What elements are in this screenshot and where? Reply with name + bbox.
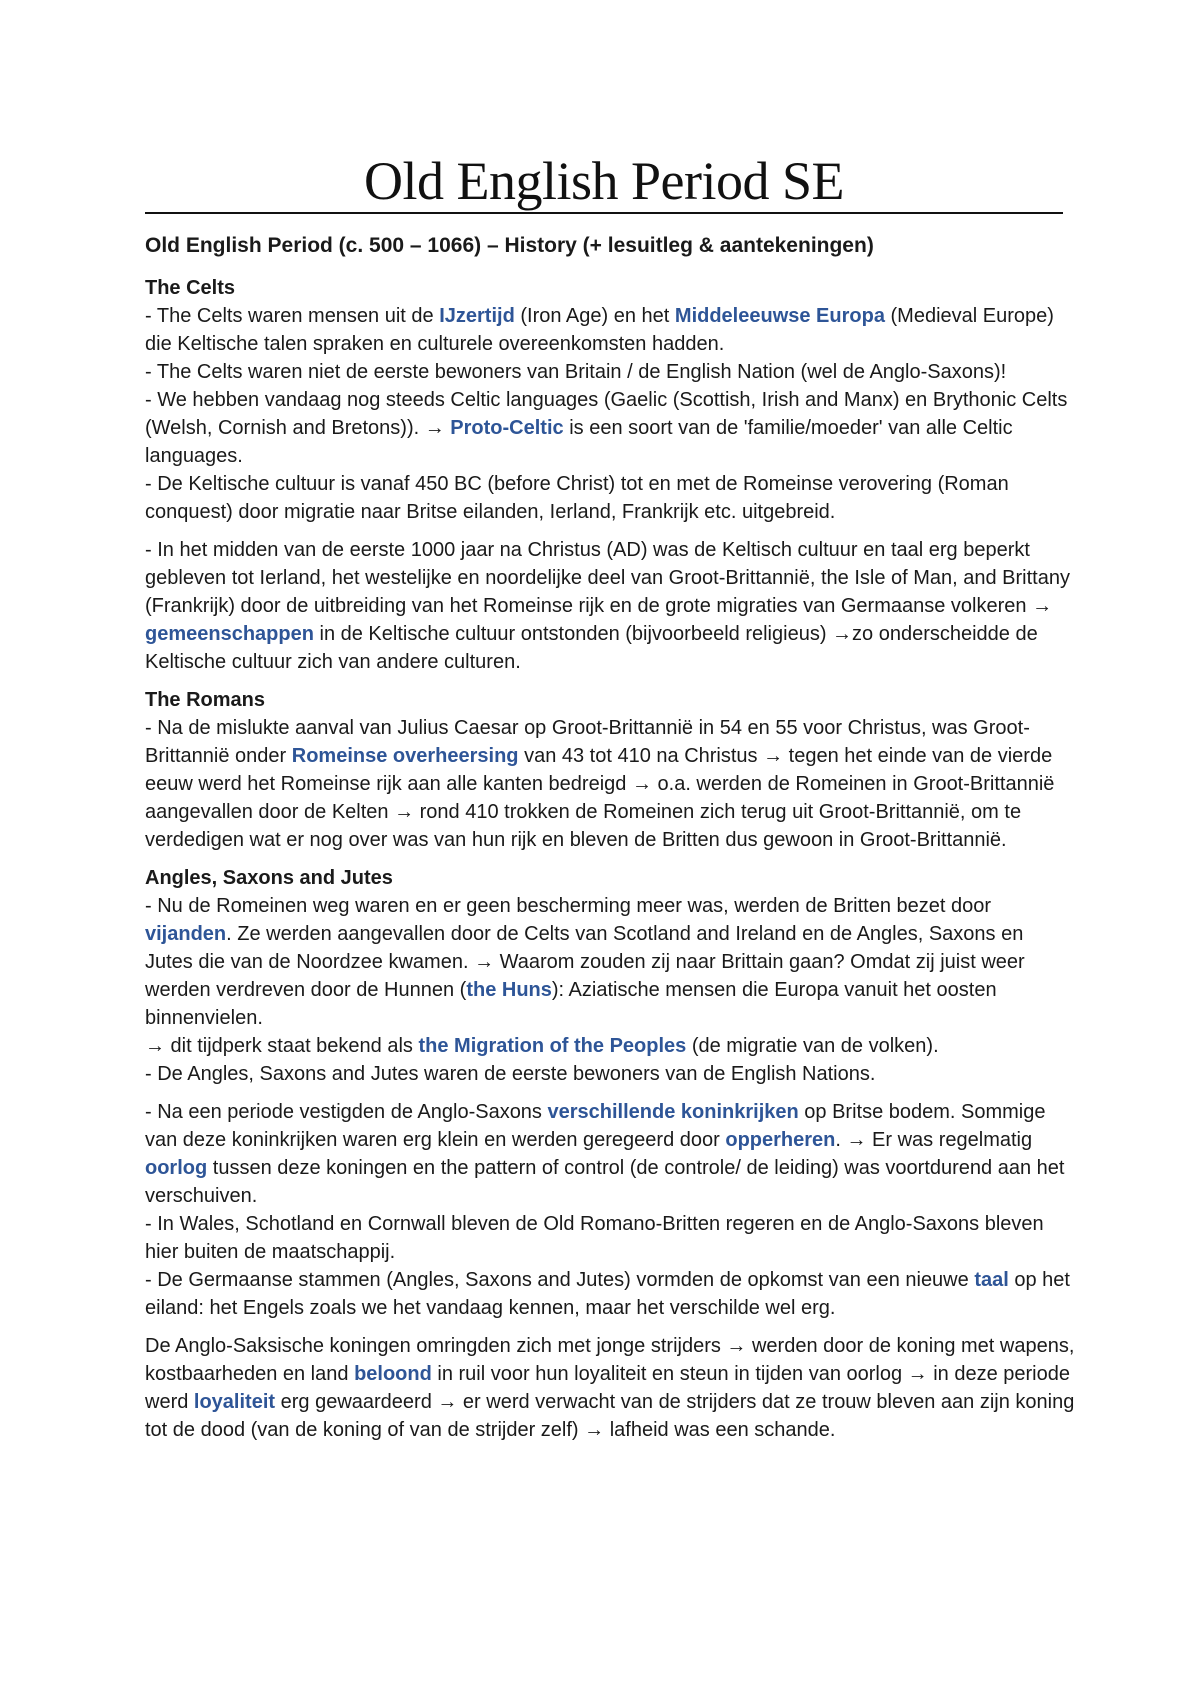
text-segment: erg gewaardeerd → er werd verwacht van de strijders dat ze trouw bleven aan zijn koning tot de dood (van de koning of van de strijder zelf) → lafheid was een schande. [145, 1391, 1075, 1441]
text-segment: - De Angles, Saxons and Jutes waren de eerste bewoners van de English Nations. [145, 1063, 876, 1085]
text-segment: - Na de mislukte aanval van Julius Caesar op Groot-Brittannië in 54 en 55 voor Christus, was Groot-Brittannië onder [145, 717, 1030, 767]
angles-line-3 [145, 1060, 1075, 1088]
angles2-line-1 [145, 1098, 1075, 1210]
text-segment: in de Keltische cultuur ontstonden (bijvoorbeeld religieus) →zo onderscheidde de Keltische cultuur zich van andere culturen. [145, 623, 1038, 673]
highlight-term: the Migration of the Peoples [418, 1035, 687, 1057]
text-segment: is een soort van de 'familie/moeder' van alle Celtic languages. [145, 417, 1013, 467]
title-divider [145, 212, 1063, 214]
highlight-term: Middeleeuwse Europa [674, 305, 885, 327]
highlight-term: opperheren [725, 1129, 836, 1151]
text-segment: - In het midden van de eerste 1000 jaar na Christus (AD) was de Keltisch cultuur en taal erg beperkt gebleven tot Ierland, het westelijke en noordelijke deel van Groot-Brittannië, the Isle of Man, and Brittany (Frankrijk) door de uitbreiding van het Romeinse rijk en de grote migraties van Germaanse volkeren → [145, 539, 1070, 617]
highlight-term: oorlog [145, 1157, 208, 1179]
highlight-term: vijanden [145, 923, 227, 945]
text-segment: (Iron Age) en het [514, 305, 675, 327]
angles-paragraph-3 [145, 1332, 1075, 1444]
text-segment: - Na een periode vestigden de Anglo-Saxons [145, 1101, 548, 1123]
text-segment: (Medieval Europe) die Keltische talen spraken en culturele overeenkomsten hadden. [145, 305, 1054, 355]
celts-paragraph-2 [145, 536, 1075, 676]
celts-line-2 [145, 358, 1075, 386]
document-title: Old English Period SE [363, 151, 844, 211]
text-segment: - We hebben vandaag nog steeds Celtic languages (Gaelic (Scottish, Irish and Manx) en Brythonic Celts (Welsh, Cornish and Bretons)). → [145, 389, 1068, 439]
section-angles-saxons-jutes [145, 864, 1075, 1088]
text-segment: . Ze werden aangevallen door de Celts van Scotland and Ireland en de Angles, Saxons en Jutes die van de Noordzee kwamen. → Waarom zouden zij naar Brittain gaan? Omdat zij juist weer werden verdreven door de Hunnen ( [145, 923, 1025, 1001]
text-segment: ): Aziatische mensen die Europa vanuit het oosten binnenvielen. [145, 979, 997, 1029]
romans-paragraph [145, 714, 1075, 854]
angles2-line-2 [145, 1210, 1075, 1266]
celts-line-1 [145, 302, 1075, 358]
heading-celts: The Celts [145, 277, 236, 299]
text-segment: - De Germaanse stammen (Angles, Saxons and Jutes) vormden de opkomst van een nieuwe [145, 1269, 975, 1291]
text-segment: . → Er was regelmatig [835, 1129, 1033, 1151]
section-romans [145, 686, 1075, 854]
text-segment: van 43 tot 410 na Christus → tegen het einde van de vierde eeuw werd het Romeinse rijk aan alle kanten bedreigd → o.a. werden de Romeinen in Groot-Brittannië aangevallen door de Kelten → rond 410 trokken de Romeinen zich terug uit Groot-Brittannië, om te verdedigen wat er nog over was van hun rijk en bleven de Britten dus gewoon in Groot-Brittannië. [145, 745, 1055, 851]
angles-line-2 [145, 1032, 1075, 1060]
highlight-term: Proto-Celtic [450, 417, 564, 439]
text-segment: op het eiland: het Engels zoals we het vandaag kennen, maar het verschilde wel erg. [145, 1269, 1070, 1319]
highlight-term: gemeenschappen [145, 623, 314, 645]
celts-line-3 [145, 386, 1075, 470]
text-segment: - The Celts waren mensen uit de [145, 305, 440, 327]
highlight-term: beloond [354, 1363, 432, 1385]
angles-paragraph-2 [145, 1098, 1075, 1322]
highlight-term: loyaliteit [193, 1391, 276, 1413]
text-segment: tussen deze koningen en the pattern of control (de controle/ de leiding) was voortdurend aan het verschuiven. [145, 1157, 1065, 1207]
highlight-term: taal [974, 1269, 1009, 1291]
text-segment: - De Keltische cultuur is vanaf 450 BC (before Christ) tot en met de Romeinse verovering (Roman conquest) door migratie naar Britse eilanden, Ierland, Frankrijk etc. uitgebreid. [145, 473, 1009, 523]
text-segment: (de migratie van de volken). [686, 1035, 939, 1057]
text-segment: op Britse bodem. Sommige van deze koninkrijken waren erg klein en werden geregeerd door [145, 1101, 1046, 1151]
document-body [145, 232, 1075, 1454]
section-celts [145, 274, 1075, 526]
celts-line-4 [145, 470, 1075, 526]
text-segment: → dit tijdperk staat bekend als [145, 1035, 419, 1057]
text-segment: - In Wales, Schotland en Cornwall bleven de Old Romano-Britten regeren en de Anglo-Saxons bleven hier buiten de maatschappij. [145, 1213, 1044, 1263]
highlight-term: verschillende koninkrijken [547, 1101, 799, 1123]
angles2-line-3 [145, 1266, 1075, 1322]
heading-angles-saxons-jutes: Angles, Saxons and Jutes [145, 867, 393, 889]
text-segment: - Nu de Romeinen weg waren en er geen bescherming meer was, werden de Britten bezet door [145, 895, 992, 917]
text-segment: - The Celts waren niet de eerste bewoners van Britain / de English Nation (wel de Anglo-Saxons)! [145, 361, 1007, 383]
highlight-term: Romeinse overheersing [291, 745, 519, 767]
section-subtitle: Old English Period (c. 500 – 1066) – History (+ lesuitleg & aantekeningen) [145, 234, 874, 257]
text-segment: in ruil voor hun loyaliteit en steun in tijden van oorlog → in deze periode werd [145, 1363, 1070, 1413]
heading-romans: The Romans [145, 689, 266, 711]
angles-line-1 [145, 892, 1075, 1032]
text-segment: De Anglo-Saksische koningen omringden zich met jonge strijders → werden door de koning met wapens, kostbaarheden en land [145, 1335, 1075, 1385]
highlight-term: the Huns [466, 979, 552, 1001]
highlight-term: IJzertijd [439, 305, 515, 327]
